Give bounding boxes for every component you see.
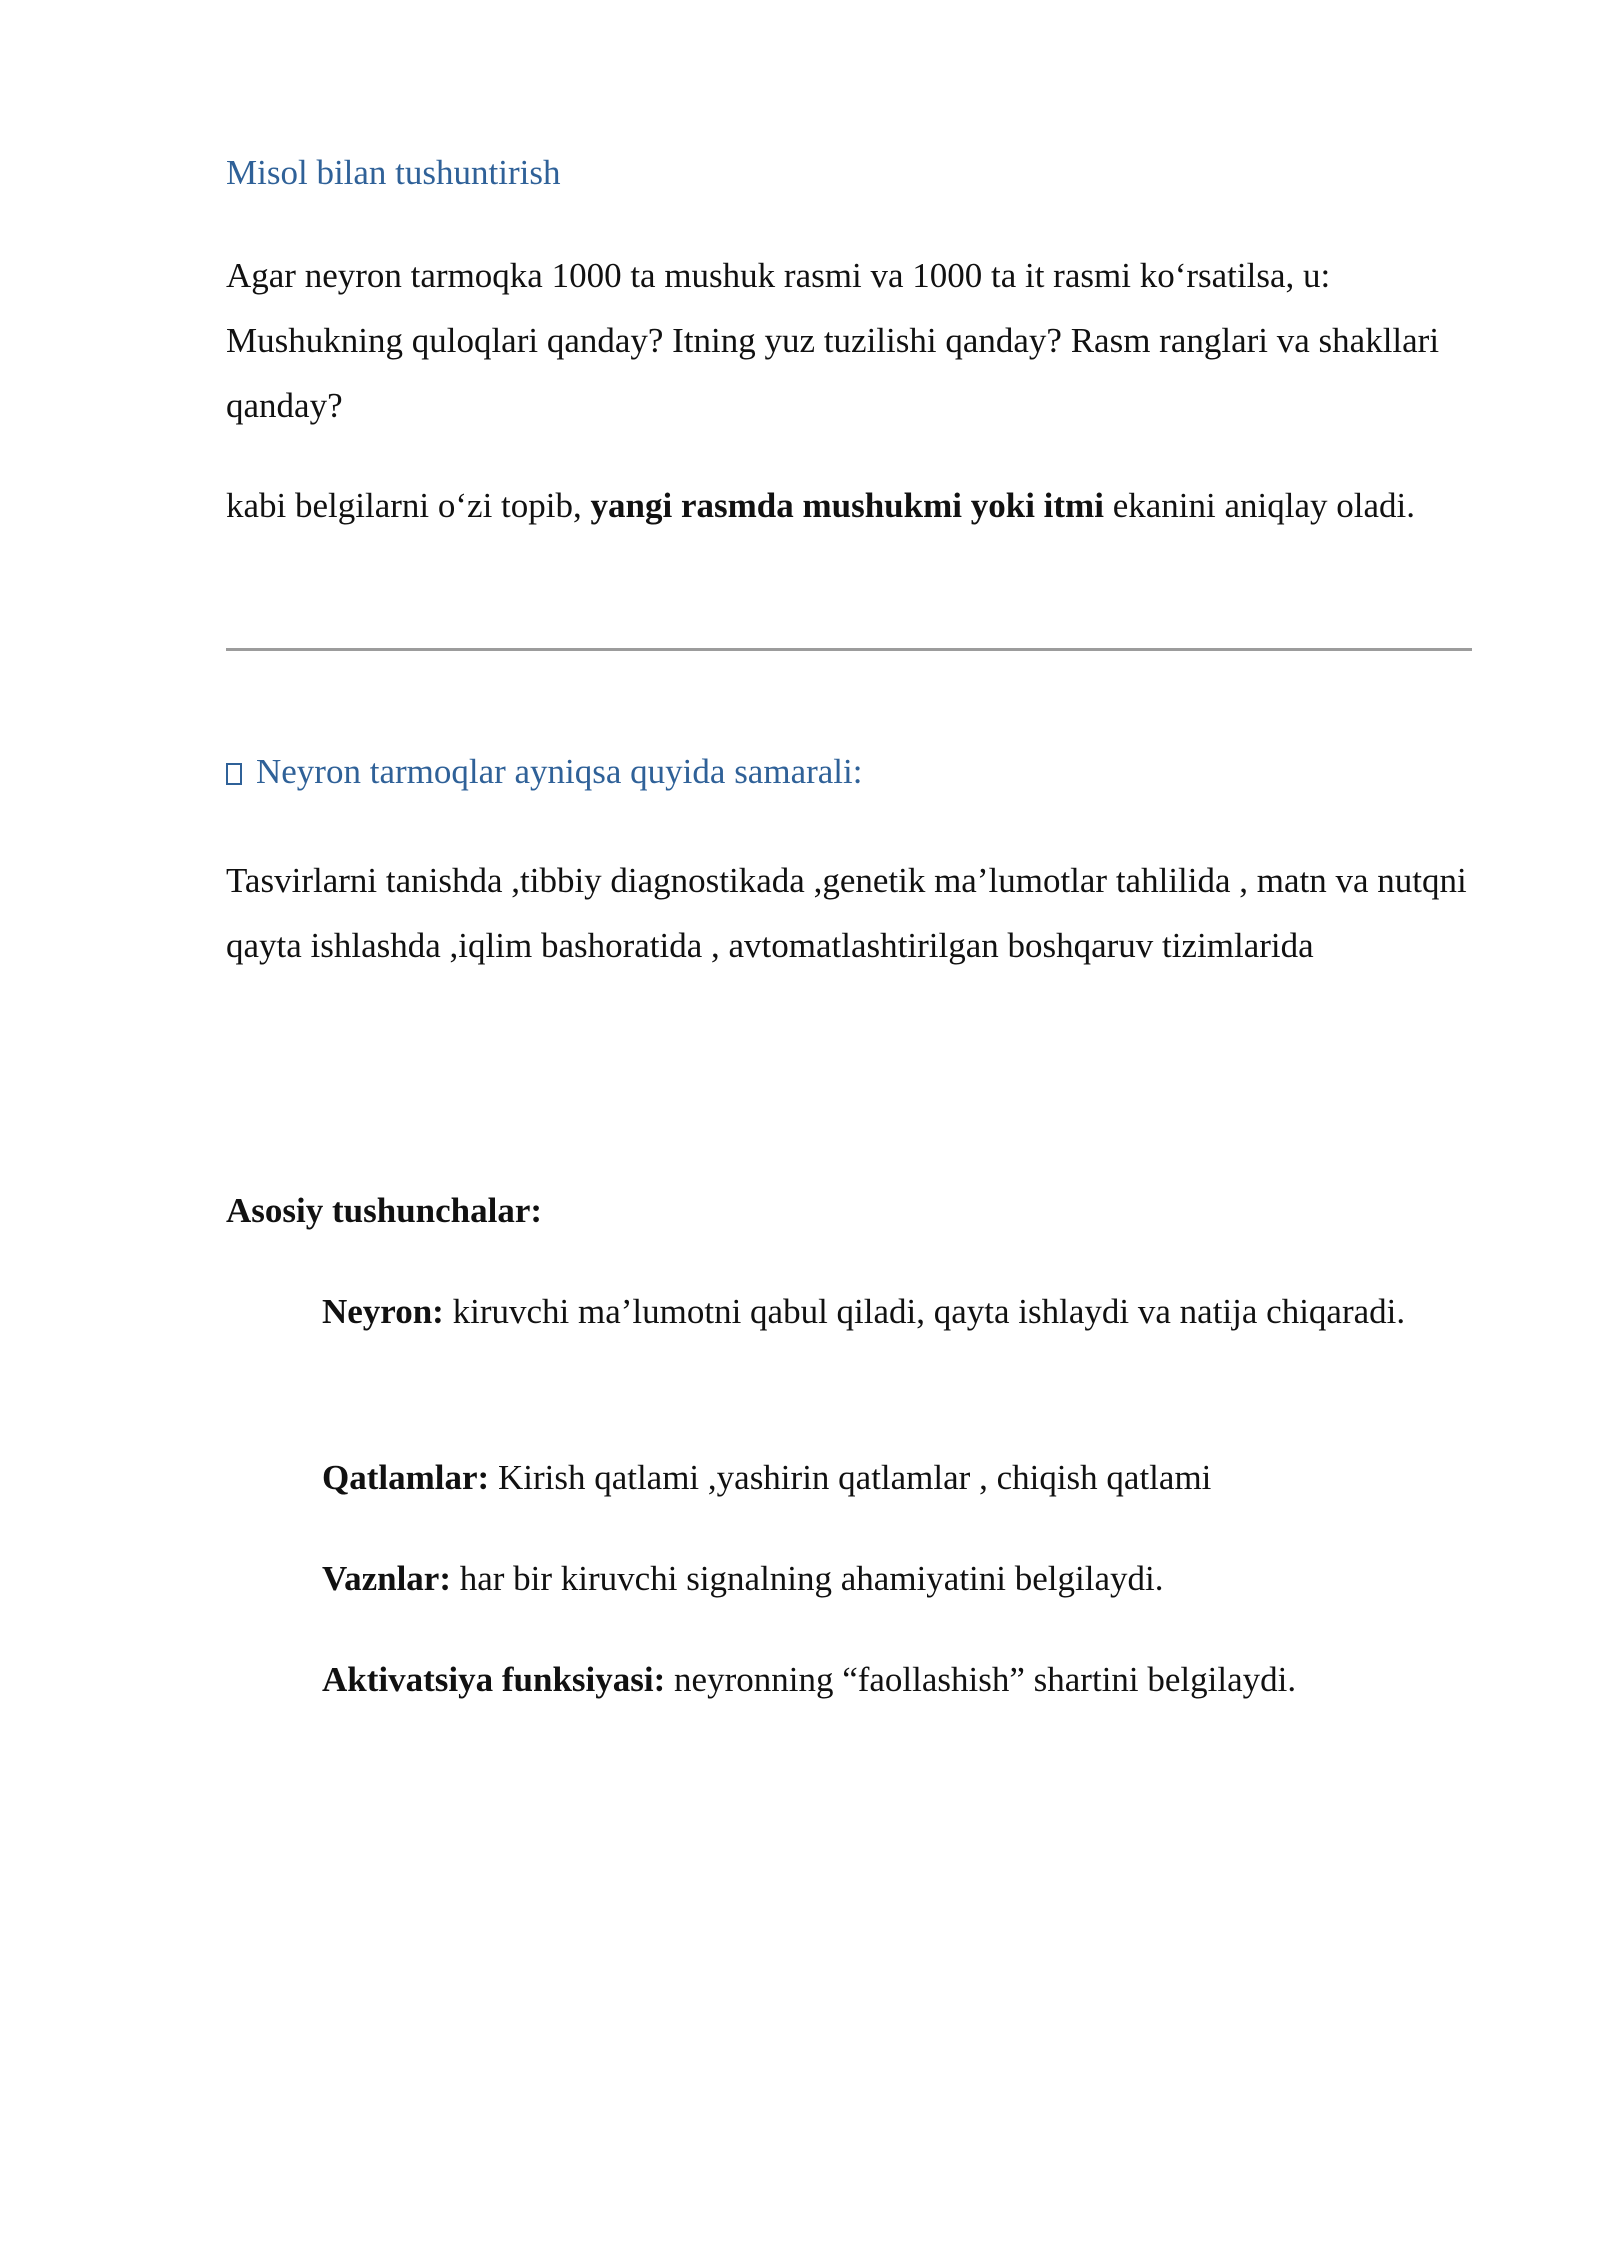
concept-item-qatlamlar (322, 1445, 1472, 1510)
section-heading-applications (226, 747, 1476, 797)
missing-glyph-icon (226, 763, 242, 785)
conclusion-text-end: ekanini aniqlay oladi. (1103, 486, 1415, 525)
conclusion-text-start: kabi belgilarni o‘zi topib, (226, 486, 591, 525)
concept-definition: kiruvchi ma’lumotni qabul qiladi, qayta ishlaydi va natija chiqaradi. (443, 1292, 1406, 1331)
example-paragraph: Agar neyron tarmoqka 1000 ta mushuk rasmi va 1000 ta it rasmi ko‘rsatilsa, u: Mushukning quloqlari qanday? Itning yuz tuzilishi qanday? Rasm ranglari va shakllari qanday? (226, 256, 1440, 425)
applications-paragraph: Tasvirlarni tanishda ,tibbiy diagnostikada ,genetik ma’lumotlar tahlilida , matn va nutqni qayta ishlashda ,iqlim bashoratida , avtomatlashtirilgan boshqaruv tizimlarida (226, 861, 1467, 965)
concept-term: Aktivatsiya funksiyasi: (322, 1660, 666, 1699)
concept-definition: har bir kiruvchi signalning ahamiyatini belgilaydi. (450, 1559, 1164, 1598)
applications-heading-text: Neyron tarmoqlar ayniqsa quyida samarali: (256, 752, 863, 791)
concept-item-vaznlar (322, 1546, 1472, 1611)
conclusion-bold-text: yangi rasmda mushukmi yoki itmi (590, 486, 1104, 525)
concept-item-neyron (322, 1279, 1472, 1344)
key-concepts-heading: Asosiy tushunchalar: (226, 1191, 543, 1230)
example-conclusion-paragraph (226, 473, 1476, 538)
concept-term: Qatlamlar: (322, 1458, 490, 1497)
concept-definition: neyronning “faollashish” shartini belgilaydi. (665, 1660, 1297, 1699)
concept-term: Neyron: (322, 1292, 444, 1331)
concept-definition: Kirish qatlami ,yashirin qatlamlar , chiqish qatlami (489, 1458, 1212, 1497)
section-heading-example: Misol bilan tushuntirish (226, 153, 561, 192)
concept-term: Vaznlar: (322, 1559, 451, 1598)
concept-item-aktivatsiya (322, 1647, 1472, 1712)
horizontal-divider (226, 648, 1472, 651)
